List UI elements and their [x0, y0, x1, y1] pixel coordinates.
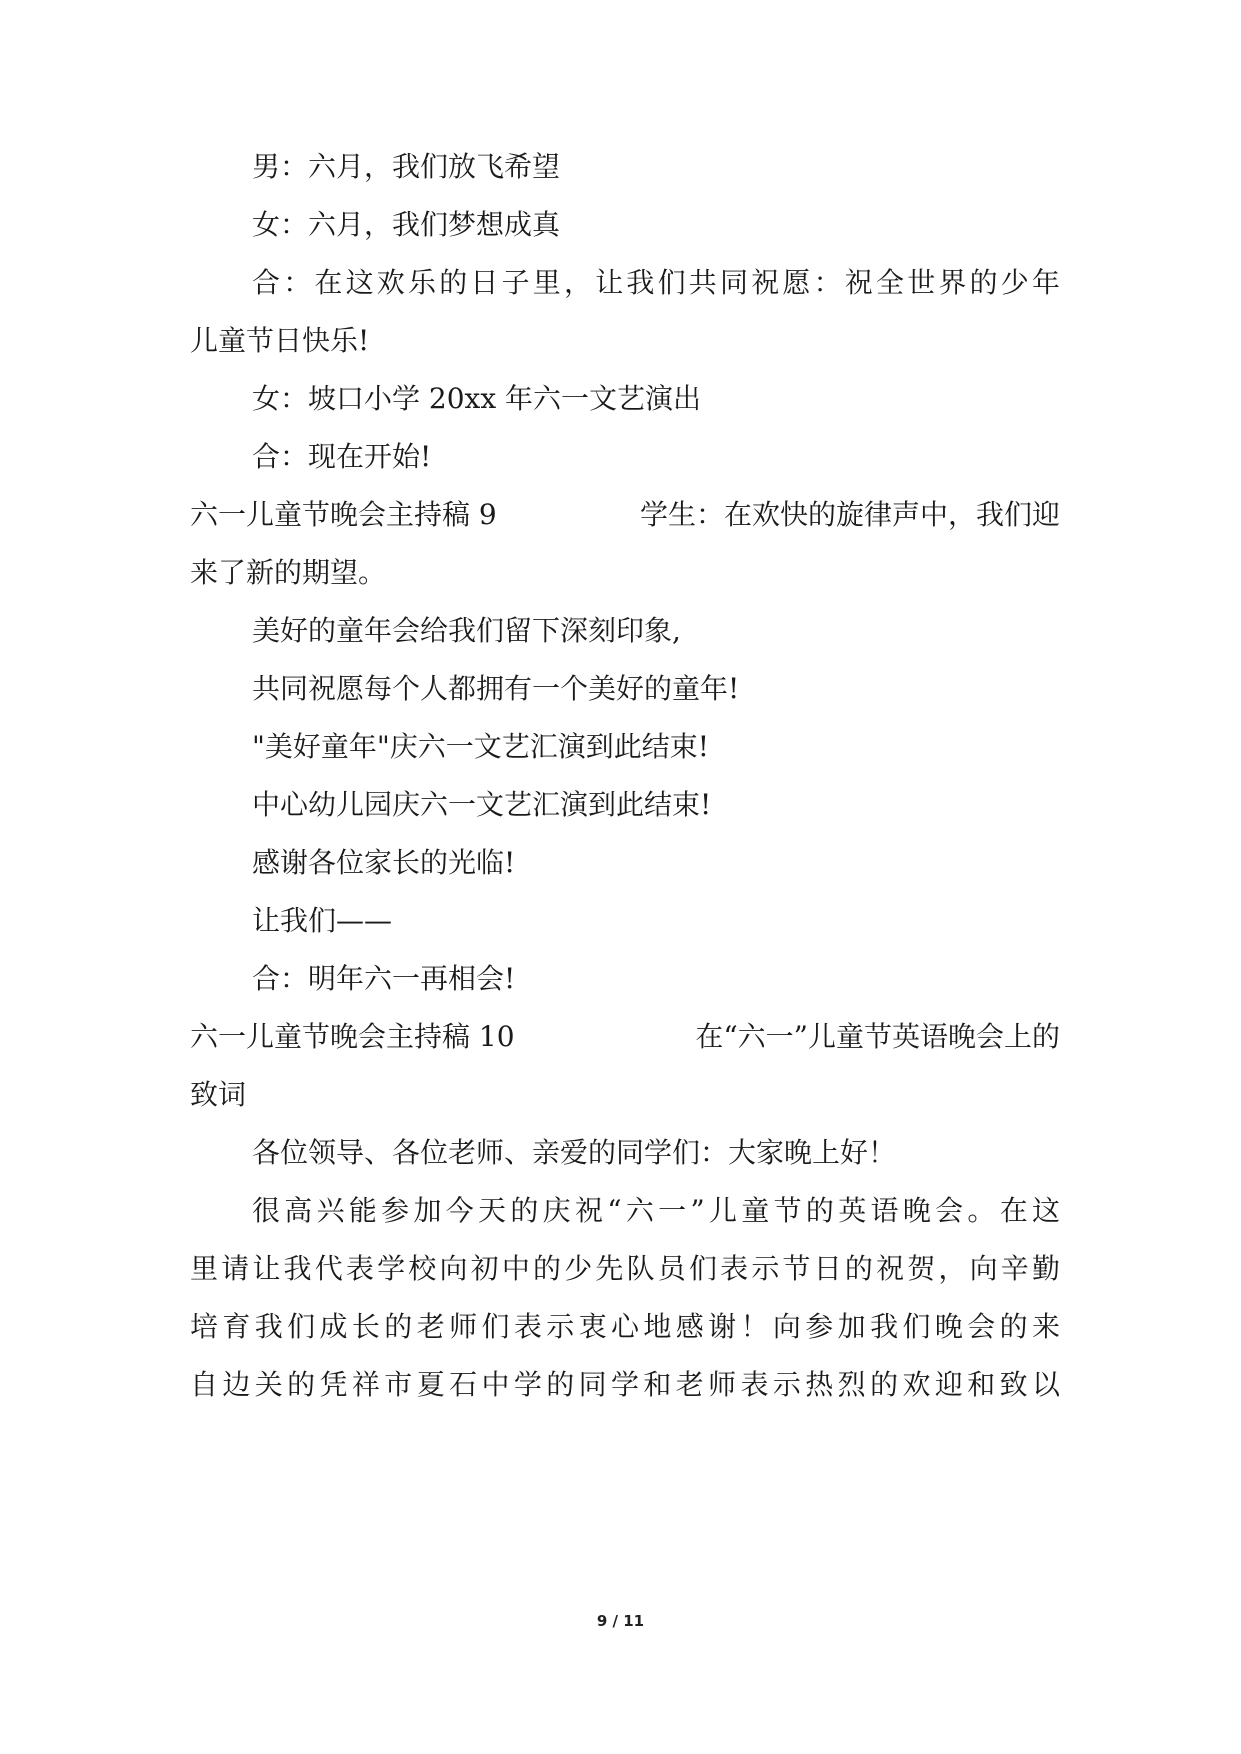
text-line: 里请让我代表学校向初中的少先队员们表示节日的祝贺，向辛勤	[190, 1252, 1060, 1285]
text-line: 自边关的凭祥市夏石中学的同学和老师表示热烈的欢迎和致以	[190, 1368, 1060, 1401]
text-line: 女：六月，我们梦想成真	[252, 208, 561, 241]
text-line: 中心幼儿园庆六一文艺汇演到此结束!	[252, 788, 712, 821]
text-line: 在“六一”儿童节英语晚会上的	[695, 1020, 1060, 1053]
section-heading-row	[190, 495, 1060, 535]
text-line: 很高兴能参加今天的庆祝“六一”儿童节的英语晚会。在这	[252, 1194, 1060, 1227]
text-line: 合：在这欢乐的日子里，让我们共同祝愿：祝全世界的少年	[252, 266, 1060, 299]
text-line: 合：明年六一再相会!	[252, 962, 516, 995]
text-line: 男：六月，我们放飞希望	[252, 150, 561, 183]
text-line: 女：坡口小学 20xx 年六一文艺演出	[252, 382, 702, 415]
text-line: 培育我们成长的老师们表示衷心地感谢！向参加我们晚会的来	[190, 1310, 1060, 1343]
text-line: 感谢各位家长的光临!	[252, 846, 516, 879]
text-line: 学生：在欢快的旋律声中，我们迎	[639, 498, 1060, 531]
text-line: 致词	[190, 1078, 247, 1111]
section-heading-row	[190, 1017, 1060, 1057]
page-number: 9 / 11	[596, 1612, 645, 1630]
text-line: "美好童年"庆六一文艺汇演到此结束!	[252, 730, 710, 763]
section-title: 六一儿童节晚会主持稿 10	[190, 1020, 515, 1053]
text-line: 合：现在开始!	[252, 440, 432, 473]
text-line: 共同祝愿每个人都拥有一个美好的童年!	[252, 672, 740, 705]
text-line: 美好的童年会给我们留下深刻印象,	[252, 614, 681, 647]
text-line: 来了新的期望。	[190, 556, 387, 589]
text-line: 各位领导、各位老师、亲爱的同学们：大家晚上好！	[252, 1136, 897, 1169]
section-title: 六一儿童节晚会主持稿 9	[190, 498, 497, 531]
text-line: 让我们——	[252, 904, 393, 937]
text-line: 儿童节日快乐!	[190, 324, 370, 357]
